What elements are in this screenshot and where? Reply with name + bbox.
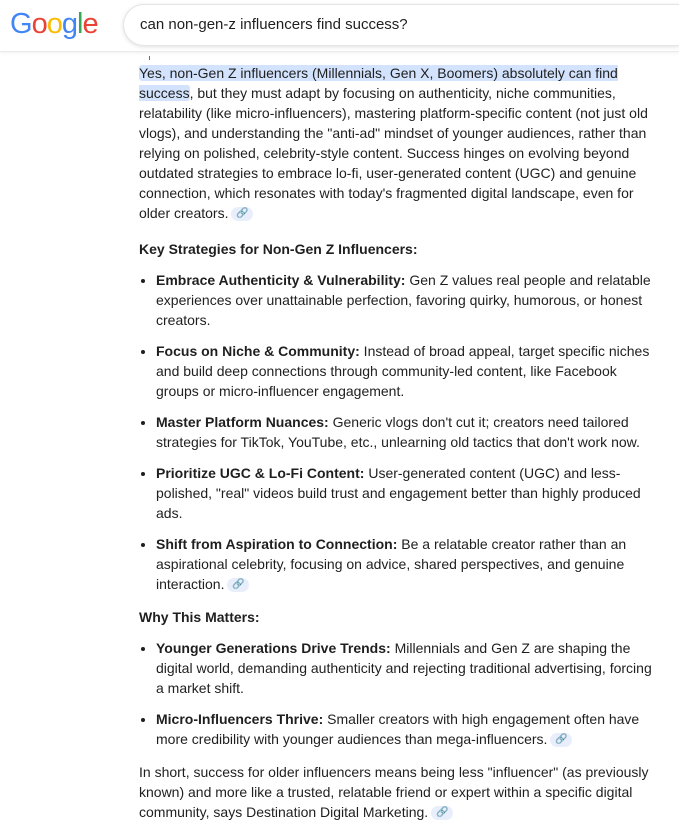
list-item: • Shift from Aspiration to Connection: Be a relatable creator rather than an aspirational celebrity, focusing on advice, shared perspectives, and genuine interaction. 🔗 — [156, 534, 659, 594]
link-icon[interactable]: 🔗 — [231, 207, 253, 221]
ai-overview — [139, 63, 659, 838]
intro-paragraph: Yes, non-Gen Z influencers (Millennials, Gen X, Boomers) absolutely can find success, but they must adapt by focusing on authenticity, niche communities, relatability (like micro-influencers), mastering platform-specific content (not just old vlogs), and understanding the "anti-ad" mindset of younger audiences, rather than relying on polished, celebrity-style content. Success hinges on evolving beyond outdated strategies to embrace lo-fi, user-generated content (UGC) and genuine connection, which resonates with today's fragmented digital landscape, even for older creators. 🔗 — [139, 65, 648, 221]
search-input[interactable] — [140, 16, 640, 33]
search-box[interactable] — [123, 4, 679, 46]
why-list — [139, 638, 659, 749]
why-heading: Why This Matters: — [139, 609, 260, 625]
header — [0, 0, 679, 52]
link-icon[interactable]: 🔗 — [227, 578, 249, 592]
list-item: • Prioritize UGC & Lo-Fi Content: User-generated content (UGC) and less-polished, "real" videos build trust and engagement better than highly produced ads. — [156, 463, 659, 523]
scroll-marker — [149, 56, 150, 60]
list-item: • Micro-Influencers Thrive: Smaller creators with high engagement often have more credibility with younger audiences than mega-influencers. 🔗 — [156, 709, 659, 749]
strategies-heading: Key Strategies for Non-Gen Z Influencers: — [139, 241, 418, 257]
conclusion-paragraph: In short, success for older influencers means being less "influencer" (as previously known) and more like a trusted, relatable friend or expert within a specific digital community, says Destination Digital Marketing. 🔗 — [139, 764, 649, 820]
highlighted-answer: Yes, non-Gen Z influencers (Millennials, Gen X, Boomers) absolutely can find success — [139, 65, 618, 101]
strategies-list — [139, 270, 659, 594]
link-icon[interactable]: 🔗 — [550, 733, 572, 747]
list-item: • Focus on Niche & Community: Instead of broad appeal, target specific niches and build deep connections through community-led content, like Facebook groups or micro-influencer engagement. — [156, 341, 659, 401]
list-item: • Master Platform Nuances: Generic vlogs don't cut it; creators need tailored strategies for TikTok, YouTube, etc., unlearning old tactics that don't work now. — [156, 412, 659, 452]
google-logo[interactable]: Google — [10, 8, 98, 40]
list-item: • Embrace Authenticity & Vulnerability: Gen Z values real people and relatable experiences over unattainable perfection, favoring quirky, humorous, or honest creators. — [156, 270, 659, 330]
link-icon[interactable]: 🔗 — [431, 806, 453, 820]
list-item: • Younger Generations Drive Trends: Millennials and Gen Z are shaping the digital world, demanding authenticity and rejecting traditional advertising, forcing a market shift. — [156, 638, 659, 698]
